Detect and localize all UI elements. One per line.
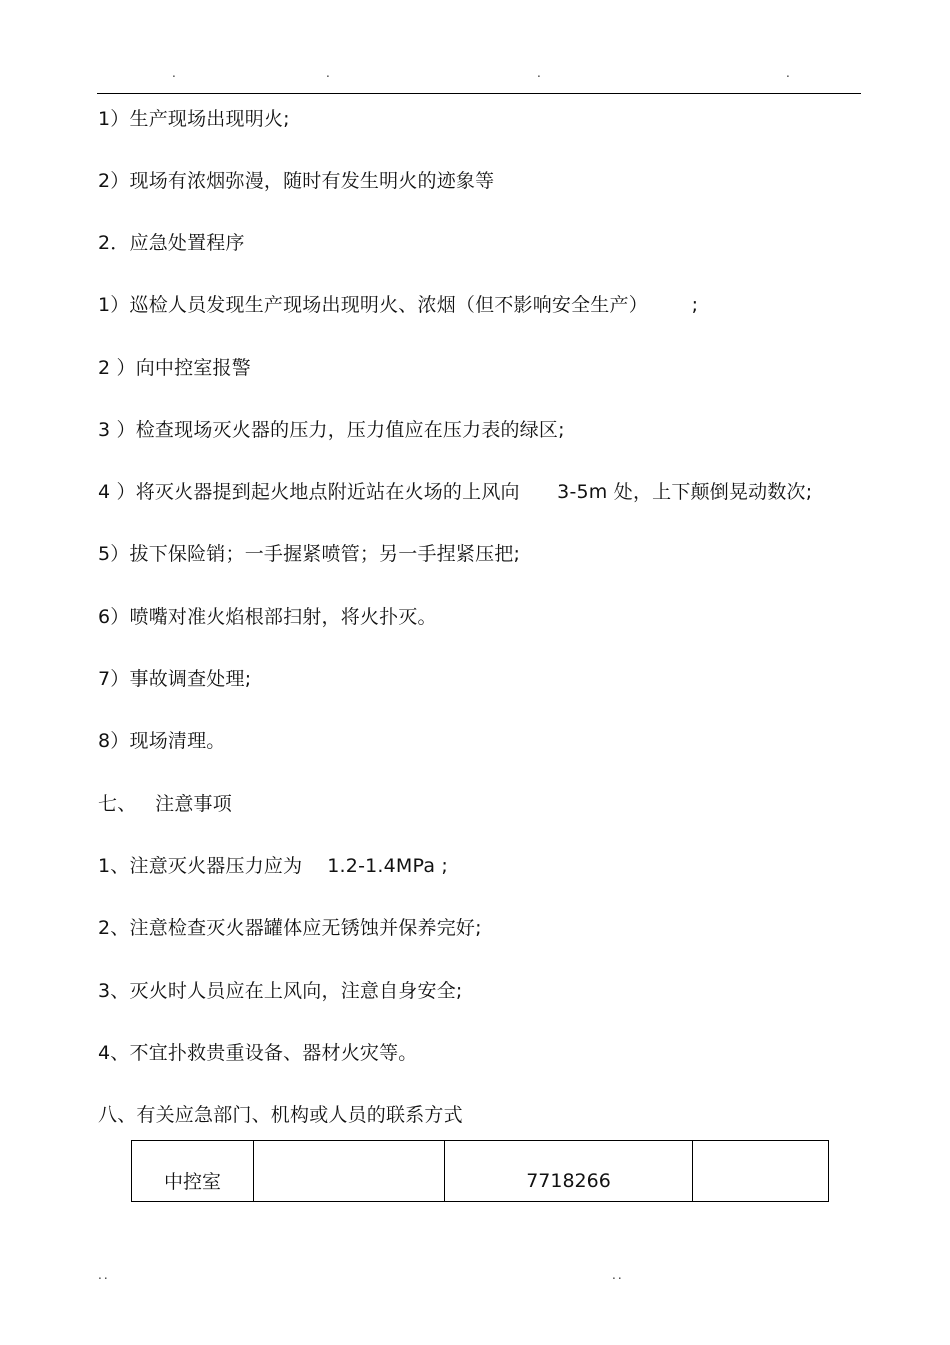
text-line: 3 ）检查现场灭火器的压力，压力值应在压力表的绿区; — [98, 419, 565, 441]
text-line: 2）现场有浓烟弥漫，随时有发生明火的迹象等 — [98, 170, 495, 192]
text-line: 3、灭火时人员应在上风向，注意自身安全; — [98, 980, 463, 1002]
section-heading: 2．应急处置程序 — [98, 232, 245, 254]
table-cell — [132, 1141, 254, 1202]
table-cell — [445, 1141, 693, 1202]
text-line: 1、注意灭火器压力应为 1.2-1.4MPa ; — [98, 855, 449, 877]
text-line: 2、注意检查灭火器罐体应无锈蚀并保养完好; — [98, 917, 482, 939]
text-line: 4、不宜扑救贵重设备、器材火灾等。 — [98, 1042, 418, 1064]
text-line: 6）喷嘴对准火焰根部扫射，将火扑灭。 — [98, 606, 437, 628]
header-dot: . — [172, 66, 176, 80]
header-dot: . — [326, 66, 330, 80]
text-line: 1）生产现场出现明火; — [98, 108, 290, 130]
text-line: 5）拔下保险销；一手握紧喷管；另一手捏紧压把; — [98, 543, 521, 565]
header-divider — [97, 93, 861, 94]
contact-name: 中控室 — [163, 1170, 221, 1193]
text-line: 7）事故调查处理; — [98, 668, 252, 690]
section-heading: 八、有关应急部门、机构或人员的联系方式 — [98, 1104, 463, 1126]
header-dot: . — [786, 66, 790, 80]
footer-dots-right: .. — [612, 1268, 624, 1282]
text-line: 1）巡检人员发现生产现场出现明火、浓烟（但不影响安全生产） ; — [98, 294, 699, 316]
table-cell — [693, 1141, 829, 1202]
contact-table — [131, 1140, 829, 1202]
table-cell — [254, 1141, 445, 1202]
text-line: 2 ）向中控室报警 — [98, 357, 251, 379]
table-row — [132, 1141, 829, 1202]
header-dot: . — [537, 66, 541, 80]
text-line: 4 ）将灭火器提到起火地点附近站在火场的上风向 3-5m 处，上下颠倒晃动数次; — [98, 481, 813, 503]
contact-phone: 7718266 — [526, 1170, 611, 1192]
section-heading: 七、 注意事项 — [98, 793, 232, 815]
footer-dots-left: .. — [98, 1268, 110, 1282]
text-line: 8）现场清理。 — [98, 730, 226, 752]
